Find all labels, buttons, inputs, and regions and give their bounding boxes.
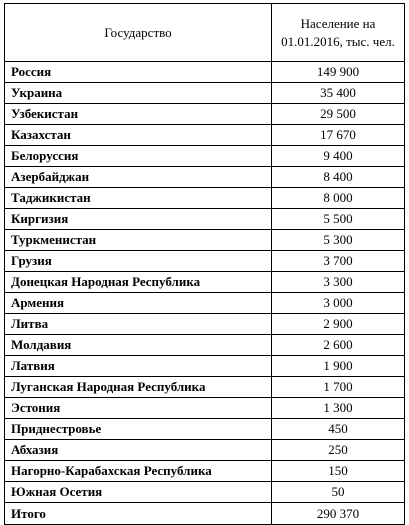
population-value: 29 500 <box>272 104 405 125</box>
population-value: 1 900 <box>272 356 405 377</box>
header-population <box>272 4 405 62</box>
state-name: Абхазия <box>5 440 272 461</box>
table-row <box>5 314 405 335</box>
population-value: 9 400 <box>272 146 405 167</box>
state-name: Эстония <box>5 398 272 419</box>
table-header-row <box>5 4 405 62</box>
state-name: Приднестровье <box>5 419 272 440</box>
state-name: Нагорно-Карабахская Республика <box>5 461 272 482</box>
table-row <box>5 293 405 314</box>
state-name: Азербайджан <box>5 167 272 188</box>
state-name: Таджикистан <box>5 188 272 209</box>
population-value: 8 400 <box>272 167 405 188</box>
table-row <box>5 167 405 188</box>
state-name: Армения <box>5 293 272 314</box>
header-state: Государство <box>5 4 272 62</box>
population-value: 149 900 <box>272 62 405 83</box>
table-row <box>5 230 405 251</box>
population-value: 50 <box>272 482 405 503</box>
total-value: 290 370 <box>272 503 405 525</box>
table-row <box>5 356 405 377</box>
table-row <box>5 377 405 398</box>
population-value: 3 300 <box>272 272 405 293</box>
state-name: Россия <box>5 62 272 83</box>
header-population-line1: Население на <box>300 15 376 31</box>
state-name: Луганская Народная Республика <box>5 377 272 398</box>
population-value: 150 <box>272 461 405 482</box>
state-name: Литва <box>5 314 272 335</box>
table-row <box>5 83 405 104</box>
state-name: Киргизия <box>5 209 272 230</box>
population-value: 3 000 <box>272 293 405 314</box>
population-value: 450 <box>272 419 405 440</box>
table-row <box>5 482 405 503</box>
table-row <box>5 251 405 272</box>
table-row <box>5 419 405 440</box>
state-name: Белоруссия <box>5 146 272 167</box>
table-row <box>5 272 405 293</box>
population-value: 1 700 <box>272 377 405 398</box>
table-row <box>5 398 405 419</box>
header-population-line2: 01.01.2016, тыс. чел. <box>281 33 395 49</box>
population-value: 250 <box>272 440 405 461</box>
state-name: Узбекистан <box>5 104 272 125</box>
state-name: Южная Осетия <box>5 482 272 503</box>
table-row <box>5 146 405 167</box>
state-name: Донецкая Народная Республика <box>5 272 272 293</box>
population-table <box>4 3 405 525</box>
table-row <box>5 125 405 146</box>
table-row <box>5 104 405 125</box>
population-value: 35 400 <box>272 83 405 104</box>
population-value: 2 600 <box>272 335 405 356</box>
total-label: Итого <box>5 503 272 525</box>
table-row <box>5 335 405 356</box>
population-value: 3 700 <box>272 251 405 272</box>
population-value: 1 300 <box>272 398 405 419</box>
population-value: 17 670 <box>272 125 405 146</box>
table-row <box>5 188 405 209</box>
table-row <box>5 62 405 83</box>
population-value: 5 300 <box>272 230 405 251</box>
table-row <box>5 440 405 461</box>
total-row <box>5 503 405 525</box>
state-name: Молдавия <box>5 335 272 356</box>
state-name: Грузия <box>5 251 272 272</box>
population-value: 5 500 <box>272 209 405 230</box>
state-name: Туркменистан <box>5 230 272 251</box>
population-value: 8 000 <box>272 188 405 209</box>
population-value: 2 900 <box>272 314 405 335</box>
table-row <box>5 461 405 482</box>
state-name: Казахстан <box>5 125 272 146</box>
table-row <box>5 209 405 230</box>
table-body <box>5 62 405 525</box>
state-name: Украина <box>5 83 272 104</box>
state-name: Латвия <box>5 356 272 377</box>
